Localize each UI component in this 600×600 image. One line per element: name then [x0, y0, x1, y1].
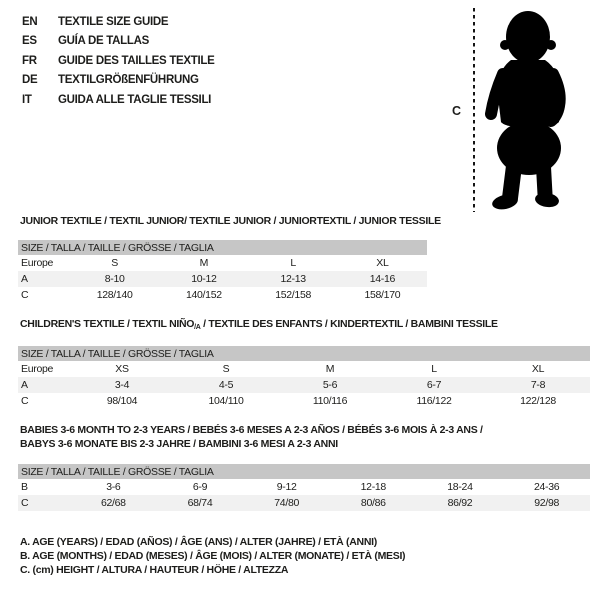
row-label: A	[18, 377, 70, 393]
table-row	[18, 479, 590, 495]
language-code: DE	[22, 74, 38, 87]
size-header-label: SIZE / TALLA / TAILLE / GRÖSSE / TAGLIA	[18, 346, 590, 361]
language-title: GUÍA DE TALLAS	[58, 35, 149, 48]
table-cell: 140/152	[185, 289, 222, 301]
language-row-fr	[22, 51, 215, 71]
row-label: C	[18, 495, 70, 511]
height-dashed-line	[473, 8, 475, 212]
language-row-es	[22, 32, 215, 52]
table-row	[18, 495, 590, 511]
table-cell: 12-13	[249, 271, 338, 287]
babies-size-table	[18, 464, 590, 511]
table-cell: XL	[376, 257, 389, 269]
table-cell: S	[222, 363, 230, 375]
table-row	[18, 377, 590, 393]
language-row-it	[22, 90, 215, 110]
table-cell: 24-36	[533, 481, 560, 493]
language-code: EN	[22, 15, 38, 28]
table-cell: 4-5	[174, 377, 278, 393]
table-cell: M	[325, 363, 335, 375]
table-cell: 10-12	[159, 271, 248, 287]
row-label: Europe	[21, 363, 54, 375]
table-cell: 68/74	[157, 495, 244, 511]
table-cell: 86/92	[417, 495, 504, 511]
size-header-bar	[18, 240, 427, 255]
size-header-label: SIZE / TALLA / TAILLE / GRÖSSE / TAGLIA	[18, 240, 427, 255]
children-title-sub: /A	[194, 324, 201, 331]
table-cell: XS	[115, 363, 129, 375]
table-cell: 92/98	[503, 495, 590, 511]
table-row	[18, 287, 427, 303]
language-row-de	[22, 71, 215, 91]
table-cell: 62/68	[70, 495, 157, 511]
language-code: IT	[22, 93, 32, 106]
children-title-post: / TEXTILE DES ENFANTS / KINDERTEXTIL / BAMBINI TESSILE	[200, 318, 498, 330]
language-title: TEXTILE SIZE GUIDE	[58, 15, 169, 28]
row-label: B	[21, 481, 28, 493]
baby-silhouette-image	[481, 8, 577, 212]
table-cell: 158/170	[364, 289, 401, 301]
language-code: ES	[22, 35, 37, 48]
table-cell: 116/122	[416, 395, 452, 407]
row-label: Europe	[21, 257, 54, 269]
table-cell: 152/158	[275, 289, 312, 301]
size-header-label: SIZE / TALLA / TAILLE / GRÖSSE / TAGLIA	[18, 464, 590, 479]
footnote-a: A. AGE (YEARS) / EDAD (AÑOS) / ÂGE (ANS) / ALTER (JAHRE) / ETÀ (ANNI)	[20, 536, 377, 548]
table-cell: 128/140	[96, 289, 133, 301]
table-cell: 12-18	[360, 481, 386, 493]
table-cell: 74/80	[243, 495, 330, 511]
table-cell: XL	[531, 363, 545, 375]
junior-section-title: JUNIOR TEXTILE / TEXTIL JUNIOR/ TEXTILE JUNIOR / JUNIORTEXTIL / JUNIOR TESSILE	[20, 215, 441, 227]
table-cell: 122/128	[520, 395, 556, 407]
table-row	[18, 393, 590, 409]
table-cell: 6-7	[382, 377, 486, 393]
table-row	[18, 361, 590, 377]
footnotes	[20, 535, 405, 577]
table-cell: 14-16	[338, 271, 427, 287]
table-row	[18, 255, 427, 271]
table-cell: 110/116	[312, 395, 348, 407]
table-cell: 80/86	[330, 495, 417, 511]
language-title: GUIDA ALLE TAGLIE TESSILI	[58, 93, 212, 106]
table-cell: L	[431, 363, 437, 375]
row-label: C	[21, 395, 29, 407]
row-label: C	[21, 289, 29, 301]
size-header-bar	[18, 346, 590, 361]
row-label: A	[18, 271, 70, 287]
table-cell: 104/110	[208, 395, 244, 407]
table-cell: 18-24	[447, 481, 473, 493]
size-header-bar	[18, 464, 590, 479]
junior-size-table	[18, 240, 427, 303]
children-size-table	[18, 346, 590, 409]
language-row-en	[22, 12, 215, 32]
table-cell: 8-10	[70, 271, 159, 287]
children-section-title	[20, 318, 498, 331]
babies-section-title-line1: BABIES 3-6 MONTH TO 2-3 YEARS / BEBÉS 3-6 MESES A 2-3 AÑOS / BÉBÉS 3-6 MOIS À 2-3 ANS /	[20, 424, 483, 436]
table-cell: 98/104	[106, 395, 138, 407]
height-measure-label: C	[452, 104, 461, 118]
language-header	[22, 12, 215, 110]
language-title: TEXTILGRÖßENFÜHRUNG	[58, 74, 199, 87]
footnote-c: C. (cm) HEIGHT / ALTURA / HAUTEUR / HÖHE / ALTEZZA	[20, 564, 289, 576]
table-cell: 7-8	[486, 377, 590, 393]
table-cell: 5-6	[278, 377, 382, 393]
table-cell: 9-12	[276, 481, 297, 493]
table-cell: 3-6	[106, 481, 121, 493]
table-cell: 3-4	[70, 377, 174, 393]
table-cell: S	[111, 257, 118, 269]
table-row	[18, 271, 427, 287]
table-cell: L	[290, 257, 296, 269]
footnote-b: B. AGE (MONTHS) / EDAD (MESES) / ÂGE (MOIS) / ALTER (MONATE) / ETÀ (MESI)	[20, 550, 406, 562]
babies-section-title-line2: BABYS 3-6 MONATE BIS 2-3 JAHRE / BAMBINI 3-6 MESI A 2-3 ANNI	[20, 438, 338, 450]
table-cell: M	[199, 257, 209, 269]
language-title: GUIDE DES TAILLES TEXTILE	[58, 54, 215, 67]
table-cell: 6-9	[192, 481, 208, 493]
language-code: FR	[22, 54, 37, 67]
children-title-pre: CHILDREN'S TEXTILE / TEXTIL NIÑO	[20, 318, 195, 330]
